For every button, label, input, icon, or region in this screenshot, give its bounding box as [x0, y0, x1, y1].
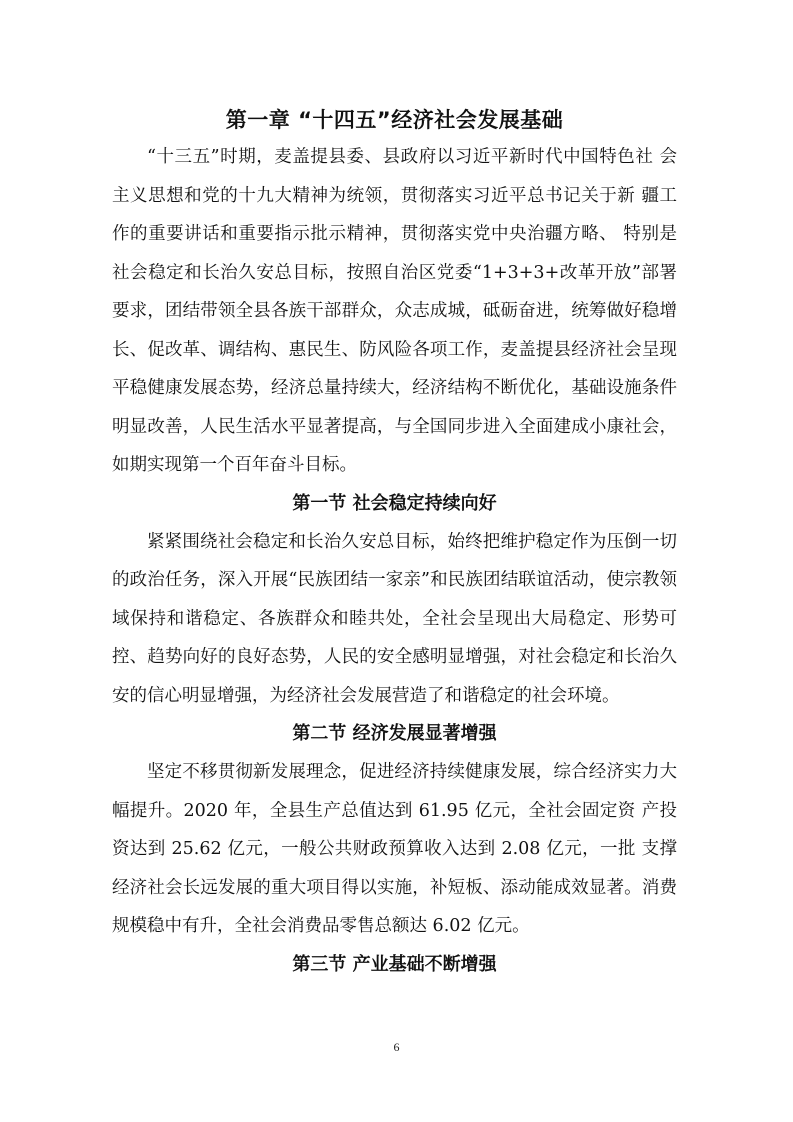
page-content: [112, 102, 677, 984]
intro-paragraph: “十三五”时期，麦盖提县委、县政府以习近平新时代中国特色社 会主义思想和党的十九大精神为统领，贯彻落实习近平总书记关于新 疆工作的重要讲话和重要指示批示精神，贯彻落实党中央治疆方略、 特别是社会稳定和长治久安总目标，按照自治区党委“1+3+3+改革开放”部署要求，团结带领全县各族干部群众，众志成城，砥砺奋进，统筹做好稳增长、促改革、调结构、惠民生、防风险各项工作，麦盖提县经济社会呈现平稳健康发展态势，经济总量持续大，经济结构不断优化，基础设施条件明显改善，人民生活水平显著提高，与全国同步进入全面建成小康社会，如期实现第一个百年奋斗目标。: [112, 147, 677, 475]
section-2-paragraph: 坚定不移贯彻新发展理念，促进经济持续健康发展，综合经济实力大幅提升。2020 年，全县生产总值达到 61.95 亿元，全社会固定资 产投资达到 25.62 亿元，一般公共财政预算收入达到 2.08 亿元，一批 支撑经济社会长远发展的重大项目得以实施，补短板、添动能成效显著。消费规模稳中有升，全社会消费品零售总额达 6.02 亿元。: [112, 762, 677, 936]
section-1-paragraph: 紧紧围绕社会稳定和长治久安总目标，始终把维护稳定作为压倒一切的政治任务，深入开展“民族团结一家亲”和民族团结联谊活动，使宗教领域保持和谐稳定、各族群众和睦共处，全社会呈现出大局稳定、形势可控、趋势向好的良好态势，人民的安全感明显增强，对社会稳定和长治久安的信心明显增强，为经济社会发展营造了和谐稳定的社会环境。: [112, 531, 677, 706]
section-2-title: 第二节 经济发展显著增强: [292, 723, 497, 744]
section-3-title: 第三节 产业基础不断增强: [292, 953, 497, 975]
section-1-title: 第一节 社会稳定持续向好: [292, 492, 497, 514]
chapter-title: 第一章 “十四五”经济社会发展基础: [225, 108, 564, 132]
page-number: 6: [393, 1040, 400, 1054]
